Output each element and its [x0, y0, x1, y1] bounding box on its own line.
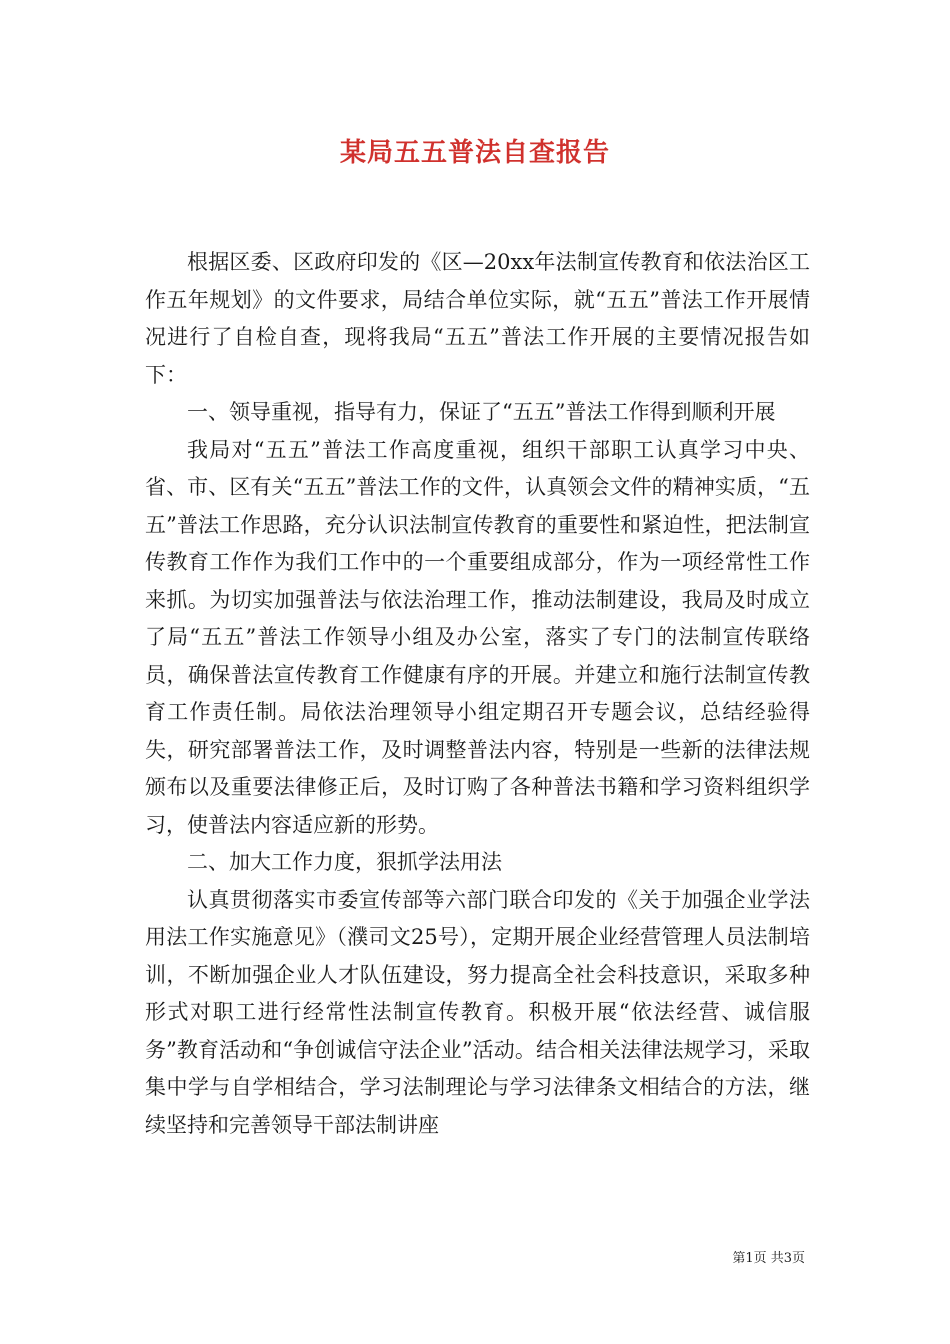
document-title: 某局五五普法自查报告	[339, 138, 610, 168]
paragraph-section-2: 认真贯彻落实市委宣传部等六部门联合印发的《关于加强企业学法用法工作实施意见》（濮司文25号），定期开展企业经营管理人员法制培训，不断加强企业人才队伍建设，努力提高全社会科技意识，采取多种形式对职工进行经常性法制宣传教育。积极开展“依法经营、诚信服务”教育活动和“争创诚信守法企业”活动。结合相关法律法规学习，采取集中学与自学相结合，学习法制理论与学习法律条文相结合的方法，继续坚持和完善领导干部法制讲座	[145, 887, 810, 1137]
page-number: 第1页 共3页	[732, 1251, 805, 1266]
document-body	[145, 244, 810, 1144]
section-heading-1: 一、领导重视，指导有力，保证了“五五”普法工作得到顺利开展	[187, 400, 776, 424]
section-heading-2: 二、加大工作力度，狠抓学法用法	[187, 850, 502, 874]
paragraph-intro: 根据区委、区政府印发的《区—20xx年法制宣传教育和依法治区工作五年规划》的文件要求，局结合单位实际，就“五五”普法工作开展情况进行了自检自查，现将我局“五五”普法工作开展的主要情况报告如下：	[145, 250, 810, 387]
paragraph-section-1: 我局对“五五”普法工作高度重视，组织干部职工认真学习中央、省、市、区有关“五五”普法工作的文件，认真领会文件的精神实质，“五五”普法工作思路，充分认识法制宣传教育的重要性和紧迫性，把法制宣传教育工作作为我们工作中的一个重要组成部分，作为一项经常性工作来抓。为切实加强普法与依法治理工作，推动法制建设，我局及时成立了局“五五”普法工作领导小组及办公室，落实了专门的法制宣传联络员，确保普法宣传教育工作健康有序的开展。并建立和施行法制宣传教育工作责任制。局依法治理领导小组定期召开专题会议，总结经验得失，研究部署普法工作，及时调整普法内容，特别是一些新的法律法规颁布以及重要法律修正后，及时订购了各种普法书籍和学习资料组织学习，使普法内容适应新的形势。	[145, 437, 810, 837]
